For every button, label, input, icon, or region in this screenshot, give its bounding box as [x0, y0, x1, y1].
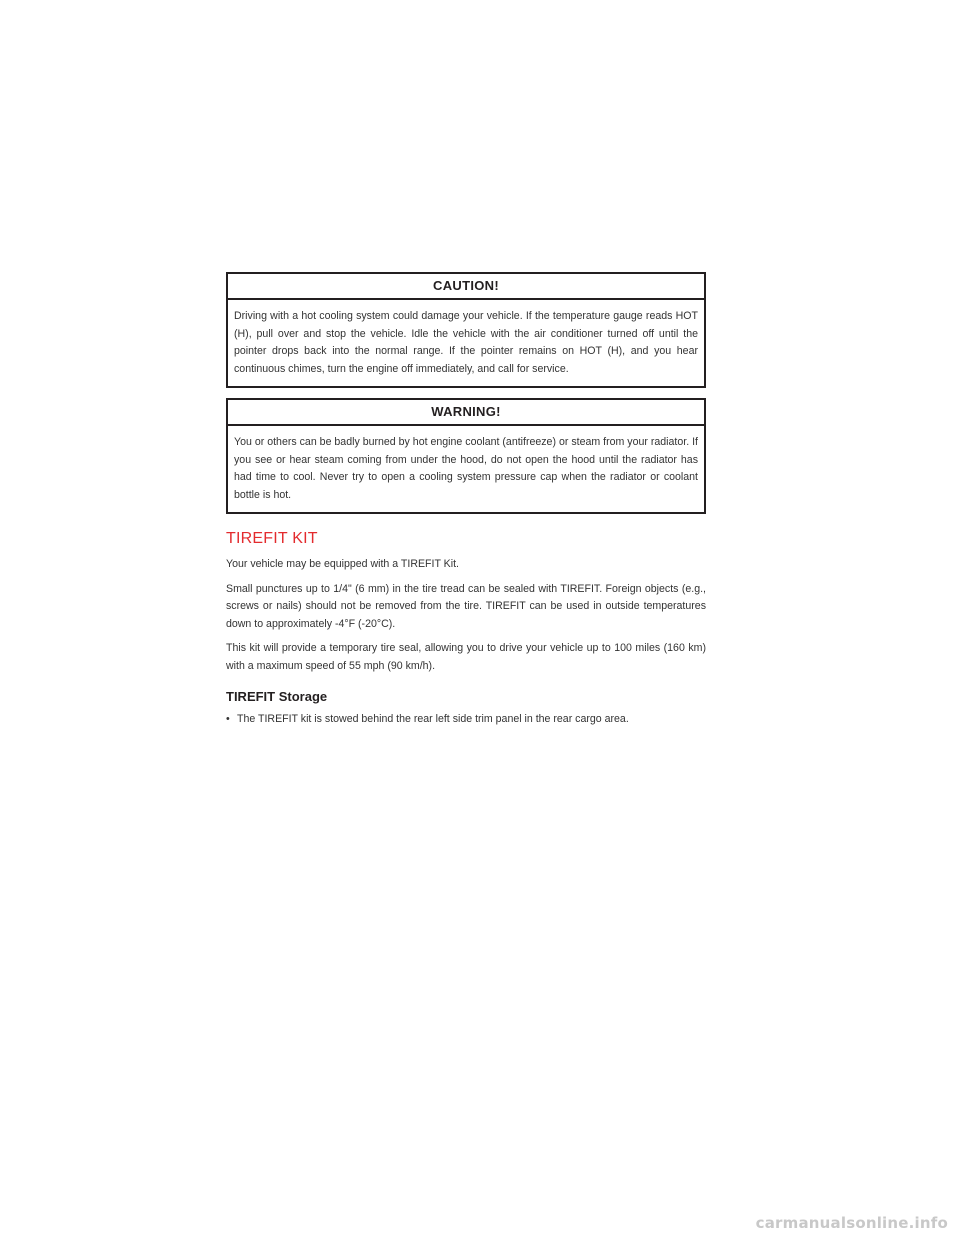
list-item-text: The TIREFIT kit is stowed behind the rear left side trim panel in the rear cargo area. [237, 713, 629, 725]
list-item [226, 711, 706, 729]
bullet-list [226, 711, 706, 729]
warning-text: You or others can be badly burned by hot engine coolant (antifreeze) or steam from your radiator. If you see or hear steam coming from under the hood, do not open the hood until the radiator has had time to cool. Never try to open a cooling system pressure cap when the radiator or coolant bottle is hot. [234, 436, 698, 501]
caution-title: CAUTION! [228, 274, 704, 300]
paragraph: Your vehicle may be equipped with a TIREFIT Kit. [226, 558, 459, 570]
subsection-heading: TIREFIT Storage [226, 689, 328, 704]
paragraph: Small punctures up to 1/4" (6 mm) in the tire tread can be sealed with TIREFIT. Foreign objects (e.g., screws or nails) should not be removed from the tire. TIREFIT can be used in outside temperatures down to approximately -4°F (-20°C). [226, 582, 706, 630]
caution-box [226, 272, 706, 388]
paragraph: This kit will provide a temporary tire seal, allowing you to drive your vehicle up to 100 miles (160 km) with a maximum speed of 55 mph (90 km/h). [226, 642, 706, 672]
section-heading: TIREFIT KIT [226, 530, 318, 547]
caution-text: Driving with a hot cooling system could damage your vehicle. If the temperature gauge reads HOT (H), pull over and stop the vehicle. Idle the vehicle with the air conditioner turned off until the pointer drops back into the normal range. If the pointer remains on HOT (H), and you hear continuous chimes, turn the engine off immediately, and call for service. [234, 310, 698, 375]
watermark-link[interactable]: carmanualsonline.info [755, 1214, 948, 1232]
page-content [226, 272, 706, 729]
warning-title: WARNING! [228, 400, 704, 426]
bullet-icon: • [226, 713, 230, 725]
warning-box [226, 398, 706, 514]
